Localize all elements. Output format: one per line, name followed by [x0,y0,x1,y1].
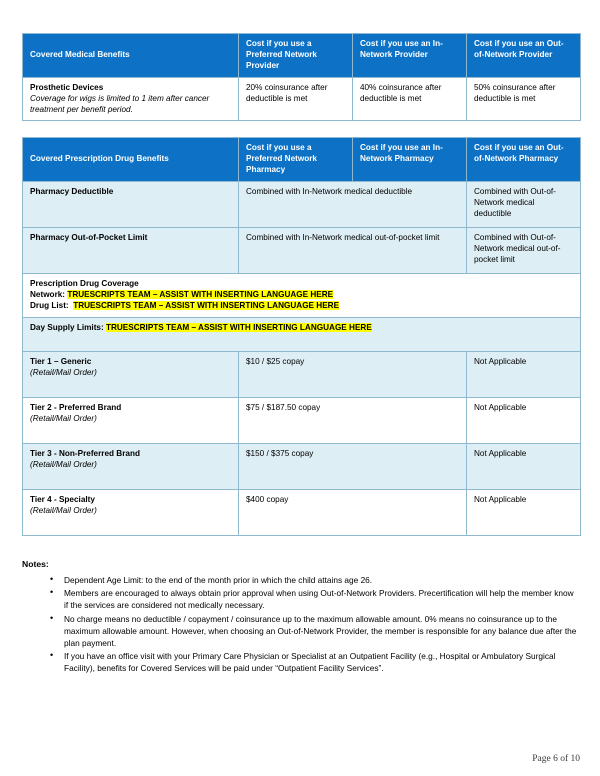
tier-detail: (Retail/Mail Order) [30,368,97,378]
prescription-drug-coverage-row [23,274,581,318]
benefit-detail: Coverage for wigs is limited to 1 item after cancer treatment per benefit period. [30,93,210,114]
tier-name-cell [23,444,239,490]
pharmacy-oop-out-of-network: Combined with Out-of-Network medical out-of-pocket limit [467,228,581,274]
table-row [23,182,581,228]
tier-name-cell [23,490,239,536]
coverage-network-value: TRUESCRIPTS TEAM – ASSIST WITH INSERTING LANGUAGE HERE [67,290,334,300]
pharmacy-header-preferred: Cost if you use a Preferred Network Pharmacy [239,138,353,182]
tier-name: Tier 1 – Generic [30,357,92,367]
pharmacy-deductible-label: Pharmacy Deductible [30,187,114,197]
notes-title: Notes: [22,559,49,570]
benefit-name-cell [23,77,239,121]
day-supply-line [30,323,574,334]
pharmacy-header-benefits: Covered Prescription Drug Benefits [23,138,239,182]
table-row [23,77,581,121]
medical-table-header-row [23,34,581,78]
page-footer: Page 6 of 10 [532,754,580,764]
coverage-drug-list-label: Drug List: [30,300,69,310]
table-row [23,352,581,398]
pharmacy-benefits-table [22,137,581,536]
day-supply-value: TRUESCRIPTS TEAM – ASSIST WITH INSERTING LANGUAGE HERE [105,323,372,333]
notes-section [22,558,580,674]
day-supply-limits-row [23,318,581,352]
day-supply-limits-cell [23,318,581,352]
benefit-out-of-network-cost: 50% coinsurance after deductible is met [467,77,581,121]
tier-copay: $400 copay [239,490,467,536]
medical-benefits-table [22,33,581,121]
tier-name: Tier 2 - Preferred Brand [30,403,122,413]
tier-out-of-network: Not Applicable [467,352,581,398]
list-item: • If you have an office visit with your Primary Care Physician or Specialist at an Outpatient Facility (e.g., Hospital or Ambulatory Surgical Facility), benefits for Covered Services will be paid under “Outpatient Facility Services”. [50,650,580,674]
table-separator [22,121,580,137]
tier-name-cell [23,398,239,444]
table-row [23,398,581,444]
tier-detail: (Retail/Mail Order) [30,506,97,516]
pharmacy-header-in-network: Cost if you use an In-Network Pharmacy [353,138,467,182]
tier-copay: $150 / $375 copay [239,444,467,490]
table-row [23,490,581,536]
pharmacy-deductible-name [23,182,239,228]
coverage-drug-list-value: TRUESCRIPTS TEAM – ASSIST WITH INSERTING LANGUAGE HERE [73,300,340,310]
table-row [23,228,581,274]
list-item: • Members are encouraged to always obtain prior approval when using Out-of-Network Providers. Precertification will help the member know if the services are considered not medically necessary. [50,587,580,611]
medical-header-benefits: Covered Medical Benefits [23,34,239,78]
tier-out-of-network: Not Applicable [467,490,581,536]
table-row [23,444,581,490]
tier-name: Tier 3 - Non-Preferred Brand [30,449,140,459]
medical-header-out-of-network: Cost if you use an Out-of-Network Provider [467,34,581,78]
day-supply-label: Day Supply Limits: [30,323,104,333]
tier-detail: (Retail/Mail Order) [30,460,97,470]
tier-copay: $10 / $25 copay [239,352,467,398]
tier-name-cell [23,352,239,398]
tier-detail: (Retail/Mail Order) [30,414,97,424]
pharmacy-oop-combined: Combined with In-Network medical out-of-pocket limit [239,228,467,274]
coverage-title: Prescription Drug Coverage [30,279,139,289]
pharmacy-header-out-of-network: Cost if you use an Out-of-Network Pharmacy [467,138,581,182]
list-item: • No charge means no deductible / copayment / coinsurance up to the maximum allowable amount. 0% means no coinsurance up to the maximum allowable amount. However, when choosing an Out-of-Network Provider, the member is responsible for any balance due after the plan payment. [50,613,580,649]
prescription-drug-coverage-cell [23,274,581,318]
benefit-name: Prosthetic Devices [30,82,104,92]
benefit-preferred-cost: 20% coinsurance after deductible is met [239,77,353,121]
tier-out-of-network: Not Applicable [467,398,581,444]
pharmacy-deductible-out-of-network: Combined with Out-of-Network medical deductible [467,182,581,228]
notes-list [22,574,580,675]
coverage-network-label: Network: [30,290,66,300]
coverage-drug-list-line [30,301,574,312]
tier-copay: $75 / $187.50 copay [239,398,467,444]
list-item: • Dependent Age Limit: to the end of the month prior in which the child attains age 26. [50,574,580,586]
tier-name: Tier 4 - Specialty [30,495,95,505]
pharmacy-oop-label: Pharmacy Out-of-Pocket Limit [30,233,148,243]
pharmacy-oop-name [23,228,239,274]
tier-out-of-network: Not Applicable [467,444,581,490]
benefit-in-network-cost: 40% coinsurance after deductible is met [353,77,467,121]
medical-header-preferred: Cost if you use a Preferred Network Provider [239,34,353,78]
pharmacy-table-header-row [23,138,581,182]
medical-header-in-network: Cost if you use an In-Network Provider [353,34,467,78]
pharmacy-deductible-combined: Combined with In-Network medical deductible [239,182,467,228]
coverage-network-line [30,290,574,301]
